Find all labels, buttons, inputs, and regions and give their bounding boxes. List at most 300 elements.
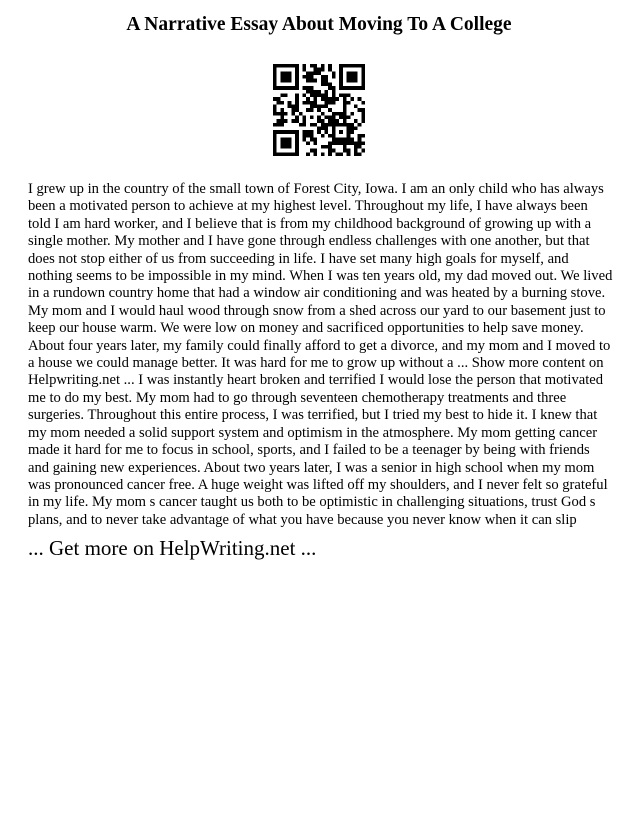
qr-module	[284, 112, 288, 116]
qr-module	[361, 134, 365, 138]
qr-module	[347, 127, 351, 131]
qr-module	[295, 71, 299, 75]
qr-module	[273, 104, 277, 108]
qr-module	[273, 79, 277, 83]
qr-module	[295, 86, 299, 90]
qr-module	[347, 123, 351, 127]
qr-module	[325, 97, 329, 101]
qr-module	[350, 64, 354, 68]
essay-body: I grew up in the country of the small town of Forest City, Iowa. I am an only child who has always been a motivated person to achieve at my highest level. Throughout my life, I have always been told I am hard worker, and I believe that is from my childhood background of growing up with a single mother. My mother and I have gone through endless challenges with one another, but that does not stop either of us from succeeding in life. I have set many high goals for myself, and nothing seems to be impossible in my mind. When I was ten years old, my dad moved out. We lived in a rundown country home that had a window air conditioning and was heated by a burning stove. My mom and I would haul wood through snow from a shed across our yard to our basement just to keep our house warm. We were low on money and sacrificed opportunities to help save money. About four years later, my family could finally afford to get a divorce, and my mom and I moved to a house we could manage better. It was hard for me to grow up without a ... Show more content on Helpwriting.net ... I was instantly heart broken and terrified I would lose the person that motivated me to do my best. My mom had to go through seventeen chemotherapy treatments and three surgeries. Throughout this entire process, I was terrified, but I tried my best to hide it. I knew that my mom needed a solid support system and optimism in the atmosphere. My mom getting cancer made it hard for me to focus in school, sports, and I failed to be a teenager by being with friends and gaining new experiences. About two years later, I was a senior in high school when my mom was pronounced cancer free. A huge weight was lifted off my shoulders, and I never felt so grateful in my life. My mom s cancer taught us both to be optimistic in challenging situations, trust God s plans, and to never take advantage of what you have because you never know when it can slip	[28, 181, 613, 528]
qr-module	[277, 101, 281, 105]
get-more-link[interactable]: ... Get more on HelpWriting.net ...	[28, 536, 317, 560]
qr-module	[347, 101, 351, 105]
qr-module	[280, 75, 284, 79]
qr-module	[273, 108, 277, 112]
qr-module	[347, 149, 351, 153]
qr-module	[321, 93, 325, 97]
qr-module	[347, 75, 351, 79]
qr-module	[328, 64, 332, 68]
qr-module	[358, 152, 362, 156]
qr-module	[310, 149, 314, 153]
qr-module	[317, 108, 321, 112]
qr-module	[302, 123, 306, 127]
qr-module	[273, 64, 277, 68]
qr-module	[288, 152, 292, 156]
qr-module	[313, 71, 317, 75]
qr-module	[273, 130, 277, 134]
qr-module	[354, 64, 358, 68]
qr-module	[354, 75, 358, 79]
qr-module	[273, 149, 277, 153]
qr-module	[317, 90, 321, 94]
qr-module	[343, 86, 347, 90]
qr-module	[343, 141, 347, 145]
qr-module	[284, 79, 288, 83]
qr-module	[302, 93, 306, 97]
qr-module	[306, 101, 310, 105]
qr-module	[310, 101, 314, 105]
qr-module	[325, 116, 329, 120]
qr-module	[277, 119, 281, 123]
qr-module	[358, 86, 362, 90]
qr-module	[339, 93, 343, 97]
qr-module	[310, 123, 314, 127]
qr-module	[280, 93, 284, 97]
qr-module	[306, 108, 310, 112]
qr-module	[280, 101, 284, 105]
qr-module	[280, 112, 284, 116]
qr-module	[291, 64, 295, 68]
qr-module	[295, 79, 299, 83]
qr-module	[328, 119, 332, 123]
qr-module	[343, 101, 347, 105]
qr-module	[347, 64, 351, 68]
qr-module	[325, 104, 329, 108]
qr-module	[284, 93, 288, 97]
qr-module	[328, 134, 332, 138]
qr-module	[313, 93, 317, 97]
qr-module	[291, 130, 295, 134]
qr-module	[339, 75, 343, 79]
qr-module	[295, 101, 299, 105]
qr-module	[339, 82, 343, 86]
qr-module	[339, 138, 343, 142]
qr-module	[302, 75, 306, 79]
qr-module	[343, 149, 347, 153]
qr-module	[302, 130, 306, 134]
qr-module	[358, 97, 362, 101]
qr-module	[343, 145, 347, 149]
qr-module	[361, 101, 365, 105]
qr-module	[361, 108, 365, 112]
qr-module	[321, 119, 325, 123]
qr-module	[328, 116, 332, 120]
qr-module	[313, 152, 317, 156]
qr-module	[273, 152, 277, 156]
qr-module	[336, 119, 340, 123]
qr-module	[273, 145, 277, 149]
qr-module	[313, 90, 317, 94]
qr-module	[288, 71, 292, 75]
qr-module	[332, 138, 336, 142]
qr-module	[321, 97, 325, 101]
qr-module	[321, 134, 325, 138]
qr-module	[328, 68, 332, 72]
qr-module	[295, 82, 299, 86]
qr-module	[328, 145, 332, 149]
qr-module	[321, 112, 325, 116]
qr-module	[306, 130, 310, 134]
qr-module	[295, 134, 299, 138]
qr-module	[288, 145, 292, 149]
qr-module	[332, 75, 336, 79]
qr-module	[328, 123, 332, 127]
qr-module	[350, 97, 354, 101]
qr-module	[354, 71, 358, 75]
qr-module	[317, 116, 321, 120]
qr-module	[347, 134, 351, 138]
qr-module	[350, 123, 354, 127]
qr-module	[280, 71, 284, 75]
qr-module	[317, 68, 321, 72]
qr-module	[325, 127, 329, 131]
qr-module	[321, 123, 325, 127]
qr-module	[310, 130, 314, 134]
qr-module	[328, 82, 332, 86]
qr-module	[295, 138, 299, 142]
qr-module	[336, 123, 340, 127]
qr-module	[277, 123, 281, 127]
qr-module	[288, 141, 292, 145]
qr-module	[277, 97, 281, 101]
qr-module	[310, 64, 314, 68]
qr-module	[302, 68, 306, 72]
qr-module	[339, 86, 343, 90]
qr-module	[288, 138, 292, 142]
qr-module	[343, 64, 347, 68]
qr-module	[328, 108, 332, 112]
qr-module	[358, 108, 362, 112]
qr-module	[343, 104, 347, 108]
qr-module	[339, 71, 343, 75]
qr-module	[291, 112, 295, 116]
qr-module	[280, 141, 284, 145]
qr-module	[291, 104, 295, 108]
qr-module	[343, 112, 347, 116]
qr-module	[354, 119, 358, 123]
document-title: A Narrative Essay About Moving To A College	[126, 14, 512, 35]
qr-module	[325, 101, 329, 105]
qr-module	[291, 119, 295, 123]
qr-module	[313, 141, 317, 145]
qr-module	[361, 64, 365, 68]
qr-module	[277, 86, 281, 90]
qr-module	[343, 93, 347, 97]
qr-module	[332, 127, 336, 131]
qr-module	[339, 68, 343, 72]
qr-module	[347, 79, 351, 83]
qr-module	[313, 149, 317, 153]
qr-module	[288, 64, 292, 68]
qr-module	[328, 101, 332, 105]
qr-module	[280, 108, 284, 112]
qr-module	[273, 134, 277, 138]
qr-module	[317, 127, 321, 131]
qr-module	[317, 130, 321, 134]
qr-module	[284, 152, 288, 156]
qr-module	[321, 75, 325, 79]
qr-module	[273, 68, 277, 72]
qr-module	[310, 75, 314, 79]
qr-module	[291, 152, 295, 156]
qr-module	[306, 86, 310, 90]
qr-module	[350, 112, 354, 116]
qr-module	[280, 116, 284, 120]
qr-module	[295, 104, 299, 108]
qr-module	[317, 104, 321, 108]
qr-module	[350, 141, 354, 145]
qr-module	[302, 119, 306, 123]
qr-module	[361, 68, 365, 72]
qr-module	[339, 141, 343, 145]
qr-module	[332, 116, 336, 120]
qr-module	[273, 138, 277, 142]
qr-module	[325, 93, 329, 97]
qr-module	[280, 145, 284, 149]
qr-module	[306, 71, 310, 75]
qr-module	[313, 97, 317, 101]
qr-module	[310, 104, 314, 108]
qr-module	[284, 71, 288, 75]
qr-module	[332, 101, 336, 105]
qr-module	[358, 145, 362, 149]
qr-module	[336, 141, 340, 145]
qr-module	[332, 112, 336, 116]
qr-module	[295, 108, 299, 112]
qr-module	[339, 116, 343, 120]
qr-module	[321, 64, 325, 68]
qr-module	[284, 64, 288, 68]
qr-module	[358, 64, 362, 68]
qr-module	[350, 138, 354, 142]
qr-module	[277, 130, 281, 134]
qr-module	[313, 79, 317, 83]
qr-module	[325, 145, 329, 149]
qr-module	[295, 130, 299, 134]
qr-module	[280, 79, 284, 83]
qr-module	[358, 134, 362, 138]
qr-module	[336, 138, 340, 142]
qr-module	[328, 149, 332, 153]
qr-module	[313, 138, 317, 142]
qr-module	[295, 68, 299, 72]
qr-module	[306, 152, 310, 156]
qr-module	[280, 138, 284, 142]
qr-module	[280, 130, 284, 134]
qr-module	[361, 149, 365, 153]
qr-module	[310, 138, 314, 142]
qr-module	[313, 104, 317, 108]
qr-module	[332, 86, 336, 90]
qr-module	[280, 152, 284, 156]
qr-module	[284, 86, 288, 90]
qr-module	[332, 90, 336, 94]
qr-module	[361, 141, 365, 145]
qr-module	[328, 97, 332, 101]
qr-module	[284, 130, 288, 134]
qr-module	[273, 141, 277, 145]
qr-module	[295, 145, 299, 149]
qr-module	[302, 138, 306, 142]
qr-module	[343, 97, 347, 101]
qr-module	[273, 75, 277, 79]
qr-module	[273, 71, 277, 75]
qr-module	[313, 123, 317, 127]
qr-module	[306, 79, 310, 83]
qr-module	[347, 86, 351, 90]
qr-module	[313, 68, 317, 72]
qr-module	[358, 138, 362, 142]
qr-module	[332, 119, 336, 123]
qr-module	[302, 101, 306, 105]
qr-module	[354, 104, 358, 108]
qr-module	[306, 75, 310, 79]
qr-module	[354, 149, 358, 153]
qr-module	[336, 97, 340, 101]
qr-module	[321, 79, 325, 83]
qr-module	[306, 90, 310, 94]
qr-module	[288, 101, 292, 105]
qr-module	[343, 119, 347, 123]
qr-module	[295, 93, 299, 97]
qr-module	[321, 152, 325, 156]
qr-module	[295, 116, 299, 120]
qr-module	[306, 97, 310, 101]
qr-module	[288, 130, 292, 134]
qr-module	[332, 134, 336, 138]
qr-module	[350, 71, 354, 75]
qr-module	[339, 79, 343, 83]
qr-module	[354, 152, 358, 156]
qr-module	[354, 145, 358, 149]
qr-module	[291, 108, 295, 112]
qr-module	[325, 75, 329, 79]
qr-module	[350, 130, 354, 134]
qr-module	[321, 127, 325, 131]
qr-module	[358, 123, 362, 127]
qr-module	[317, 119, 321, 123]
qr-module	[361, 71, 365, 75]
qr-module	[361, 86, 365, 90]
qr-module	[302, 134, 306, 138]
qr-module	[339, 152, 343, 156]
qr-module	[277, 64, 281, 68]
qr-module	[280, 86, 284, 90]
qr-module	[347, 93, 351, 97]
qr-module	[332, 149, 336, 153]
qr-module	[291, 86, 295, 90]
qr-module	[288, 104, 292, 108]
qr-module	[347, 152, 351, 156]
qr-module	[299, 112, 303, 116]
qr-module	[325, 79, 329, 83]
qr-module	[350, 75, 354, 79]
qr-module	[295, 152, 299, 156]
qr-module	[343, 108, 347, 112]
qr-module	[325, 130, 329, 134]
qr-module	[277, 152, 281, 156]
qr-module	[336, 112, 340, 116]
qr-module	[288, 75, 292, 79]
qr-module	[347, 130, 351, 134]
qr-module	[273, 97, 277, 101]
qr-module	[343, 138, 347, 142]
qr-module	[361, 119, 365, 123]
qr-module	[273, 86, 277, 90]
qr-module	[310, 86, 314, 90]
qr-module	[310, 108, 314, 112]
qr-module	[321, 145, 325, 149]
qr-module	[332, 130, 336, 134]
qr-module	[332, 123, 336, 127]
qr-module	[325, 123, 329, 127]
qr-module	[325, 90, 329, 94]
qr-module	[328, 152, 332, 156]
qr-module	[361, 79, 365, 83]
qr-module	[310, 71, 314, 75]
qr-module	[347, 116, 351, 120]
qr-code-graphic	[273, 64, 365, 156]
qr-module	[306, 141, 310, 145]
qr-module	[354, 127, 358, 131]
qr-module	[317, 71, 321, 75]
qr-module	[350, 86, 354, 90]
qr-module	[317, 93, 321, 97]
qr-module	[343, 116, 347, 120]
qr-module	[328, 141, 332, 145]
qr-module	[310, 93, 314, 97]
qr-module	[295, 119, 299, 123]
qr-module	[361, 75, 365, 79]
qr-module	[321, 68, 325, 72]
qr-module	[288, 86, 292, 90]
qr-module	[325, 82, 329, 86]
qr-module	[339, 130, 343, 134]
qr-module	[332, 93, 336, 97]
qr-module	[310, 79, 314, 83]
qr-module	[354, 86, 358, 90]
qr-module	[284, 145, 288, 149]
qr-module	[295, 149, 299, 153]
qr-module	[350, 79, 354, 83]
qr-module	[273, 112, 277, 116]
qr-module	[302, 86, 306, 90]
qr-module	[310, 116, 314, 120]
qr-module	[328, 86, 332, 90]
qr-module	[295, 75, 299, 79]
qr-module	[284, 141, 288, 145]
qr-module	[295, 97, 299, 101]
qr-module	[350, 127, 354, 131]
qr-module	[321, 82, 325, 86]
qr-module	[339, 112, 343, 116]
qr-module	[277, 112, 281, 116]
qr-module	[321, 104, 325, 108]
qr-module	[299, 123, 303, 127]
qr-module	[361, 116, 365, 120]
qr-code-icon	[273, 64, 365, 156]
qr-module	[280, 64, 284, 68]
